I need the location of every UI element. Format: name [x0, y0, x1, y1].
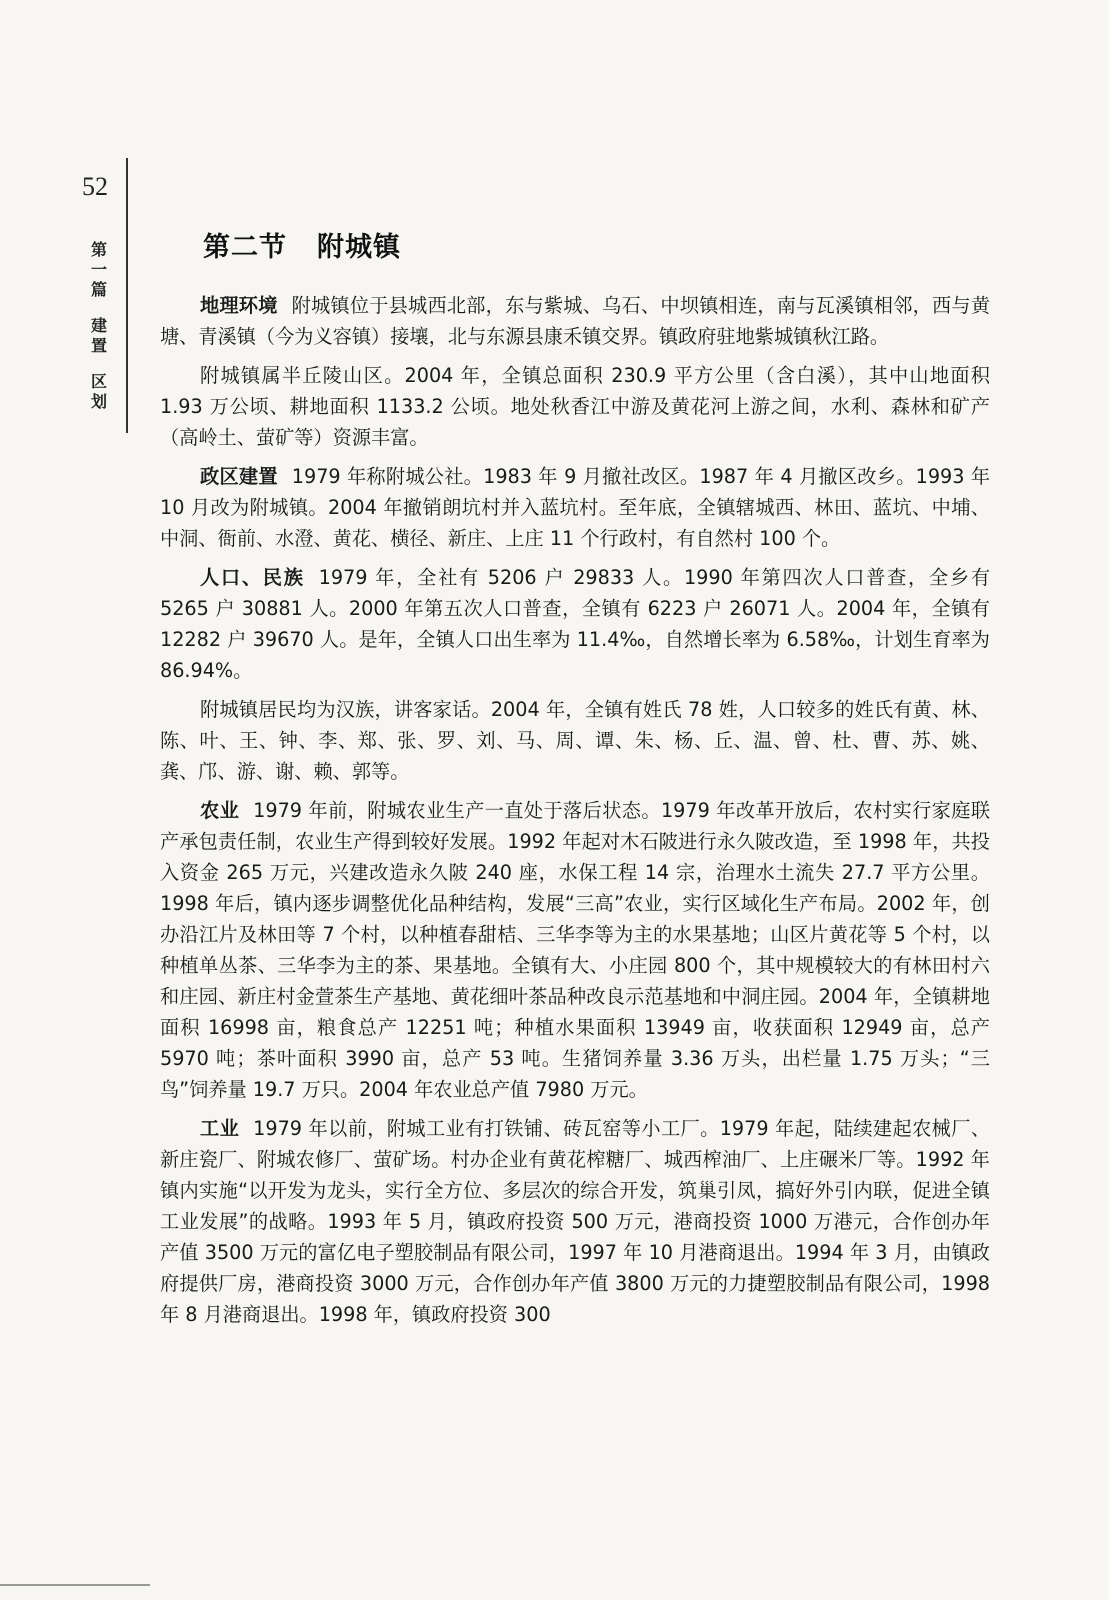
paragraph-lead: 人口、民族	[200, 566, 305, 589]
paragraph-lead: 地理环境	[200, 294, 278, 317]
paragraph-text: 附城镇属半丘陵山区。2004 年，全镇总面积 230.9 平方公里（含白溪），其中山地面积 1.93 万公顷、耕地面积 1133.2 公顷。地处秋香江中游及黄花河上游之间，水利、森林和矿产（高岭土、萤矿等）资源丰富。	[160, 364, 990, 449]
page-number: 52	[82, 172, 108, 201]
footer-rule	[0, 1584, 150, 1586]
running-head-char: 第	[90, 240, 107, 259]
paragraph-geography	[160, 290, 990, 352]
running-head-char: 置	[90, 336, 107, 355]
paragraph-text: 1979 年前，附城农业生产一直处于落后状态。1979 年改革开放后，农村实行家庭联产承包责任制，农业生产得到较好发展。1992 年起对木石陂进行永久陂改造，至 1998 年，共投入资金 265 万元，兴建改造永久陂 240 座，水保工程 14 宗，治理水土流失 27.7 平方公里。1998 年后，镇内逐步调整优化品种结构，发展“三高”农业，实行区域化生产布局。2002 年，创办沿江片及林田等 7 个村，以种植春甜桔、三华李等为主的水果基地；山区片黄花等 5 个村，以种植单丛茶、三华李为主的茶、果基地。全镇有大、小庄园 800 个，其中规模较大的有林田村六和庄园、新庄村金萱茶生产基地、黄花细叶茶品种改良示范基地和中洞庄园。2004 年，全镇耕地面积 16998 亩，粮食总产 12251 吨；种植水果面积 13949 亩，收获面积 12949 亩，总产 5970 吨；茶叶面积 3990 亩，总产 53 吨。生猪饲养量 3.36 万头，出栏量 1.75 万头；“三鸟”饲养量 19.7 万只。2004 年农业总产值 7980 万元。	[160, 799, 991, 1101]
section-title	[203, 225, 401, 264]
section-number: 第二节	[203, 232, 287, 263]
section-name: 附城镇	[317, 232, 401, 263]
paragraph-surnames	[160, 694, 990, 787]
body-text	[160, 290, 990, 1338]
margin-rule	[126, 158, 128, 433]
running-head-char: 划	[90, 392, 107, 411]
running-head-char: 篇	[90, 280, 107, 299]
paragraph-terrain	[160, 360, 990, 453]
running-head-char: 一	[90, 260, 107, 279]
running-head-gap	[88, 300, 110, 316]
running-head-char: 区	[90, 372, 107, 391]
running-head-char: 建	[90, 316, 107, 335]
paragraph-text: 1979 年，全社有 5206 户 29833 人。1990 年第四次人口普查，全乡有 5265 户 30881 人。2000 年第五次人口普查，全镇有 6223 户 26071 人。2004 年，全镇有 12282 户 39670 人。是年，全镇人口出生率为 11.4‰，自然增长率为 6.58‰，计划生育率为 86.94%。	[160, 566, 991, 682]
paragraph-lead: 政区建置	[200, 465, 278, 488]
paragraph-text: 1979 年以前，附城工业有打铁铺、砖瓦窑等小工厂。1979 年起，陆续建起农械厂、新庄瓷厂、附城农修厂、萤矿场。村办企业有黄花榨糖厂、城西榨油厂、上庄碾米厂等。1992 年镇内实施“以开发为龙头，实行全方位、多层次的综合开发，筑巢引凤，搞好外引内联，促进全镇工业发展”的战略。1993 年 5 月，镇政府投资 500 万元，港商投资 1000 万港元，合作创办年产值 3500 万元的富亿电子塑胶制品有限公司，1997 年 10 月港商退出。1994 年 3 月，由镇政府提供厂房，港商投资 3000 万元，合作创办年产值 3800 万元的力捷塑胶制品有限公司，1998 年 8 月港商退出。1998 年，镇政府投资 300	[160, 1117, 991, 1326]
running-head-gap	[88, 356, 110, 372]
paragraph-administration	[160, 461, 990, 554]
paragraph-text: 附城镇位于县城西北部，东与紫城、乌石、中坝镇相连，南与瓦溪镇相邻，西与黄塘、青溪镇（今为义容镇）接壤，北与东源县康禾镇交界。镇政府驻地紫城镇秋江路。	[160, 294, 991, 348]
paragraph-text: 1979 年称附城公社。1983 年 9 月撤社改区。1987 年 4 月撤区改乡。1993 年 10 月改为附城镇。2004 年撤销朗坑村并入蓝坑村。至年底，全镇辖城西、林田、蓝坑、中埔、中洞、衙前、水澄、黄花、横径、新庄、上庄 11 个行政村，有自然村 100 个。	[160, 465, 991, 550]
running-head	[88, 240, 110, 412]
paragraph-text: 附城镇居民均为汉族，讲客家话。2004 年，全镇有姓氏 78 姓，人口较多的姓氏有黄、林、陈、叶、王、钟、李、郑、张、罗、刘、马、周、谭、朱、杨、丘、温、曾、杜、曹、苏、姚、龚、邝、游、谢、赖、郭等。	[160, 698, 990, 783]
paragraph-lead: 农业	[200, 799, 240, 822]
paragraph-population	[160, 562, 990, 686]
paragraph-agriculture	[160, 795, 990, 1105]
paragraph-lead: 工业	[200, 1117, 240, 1140]
paragraph-industry	[160, 1113, 990, 1330]
